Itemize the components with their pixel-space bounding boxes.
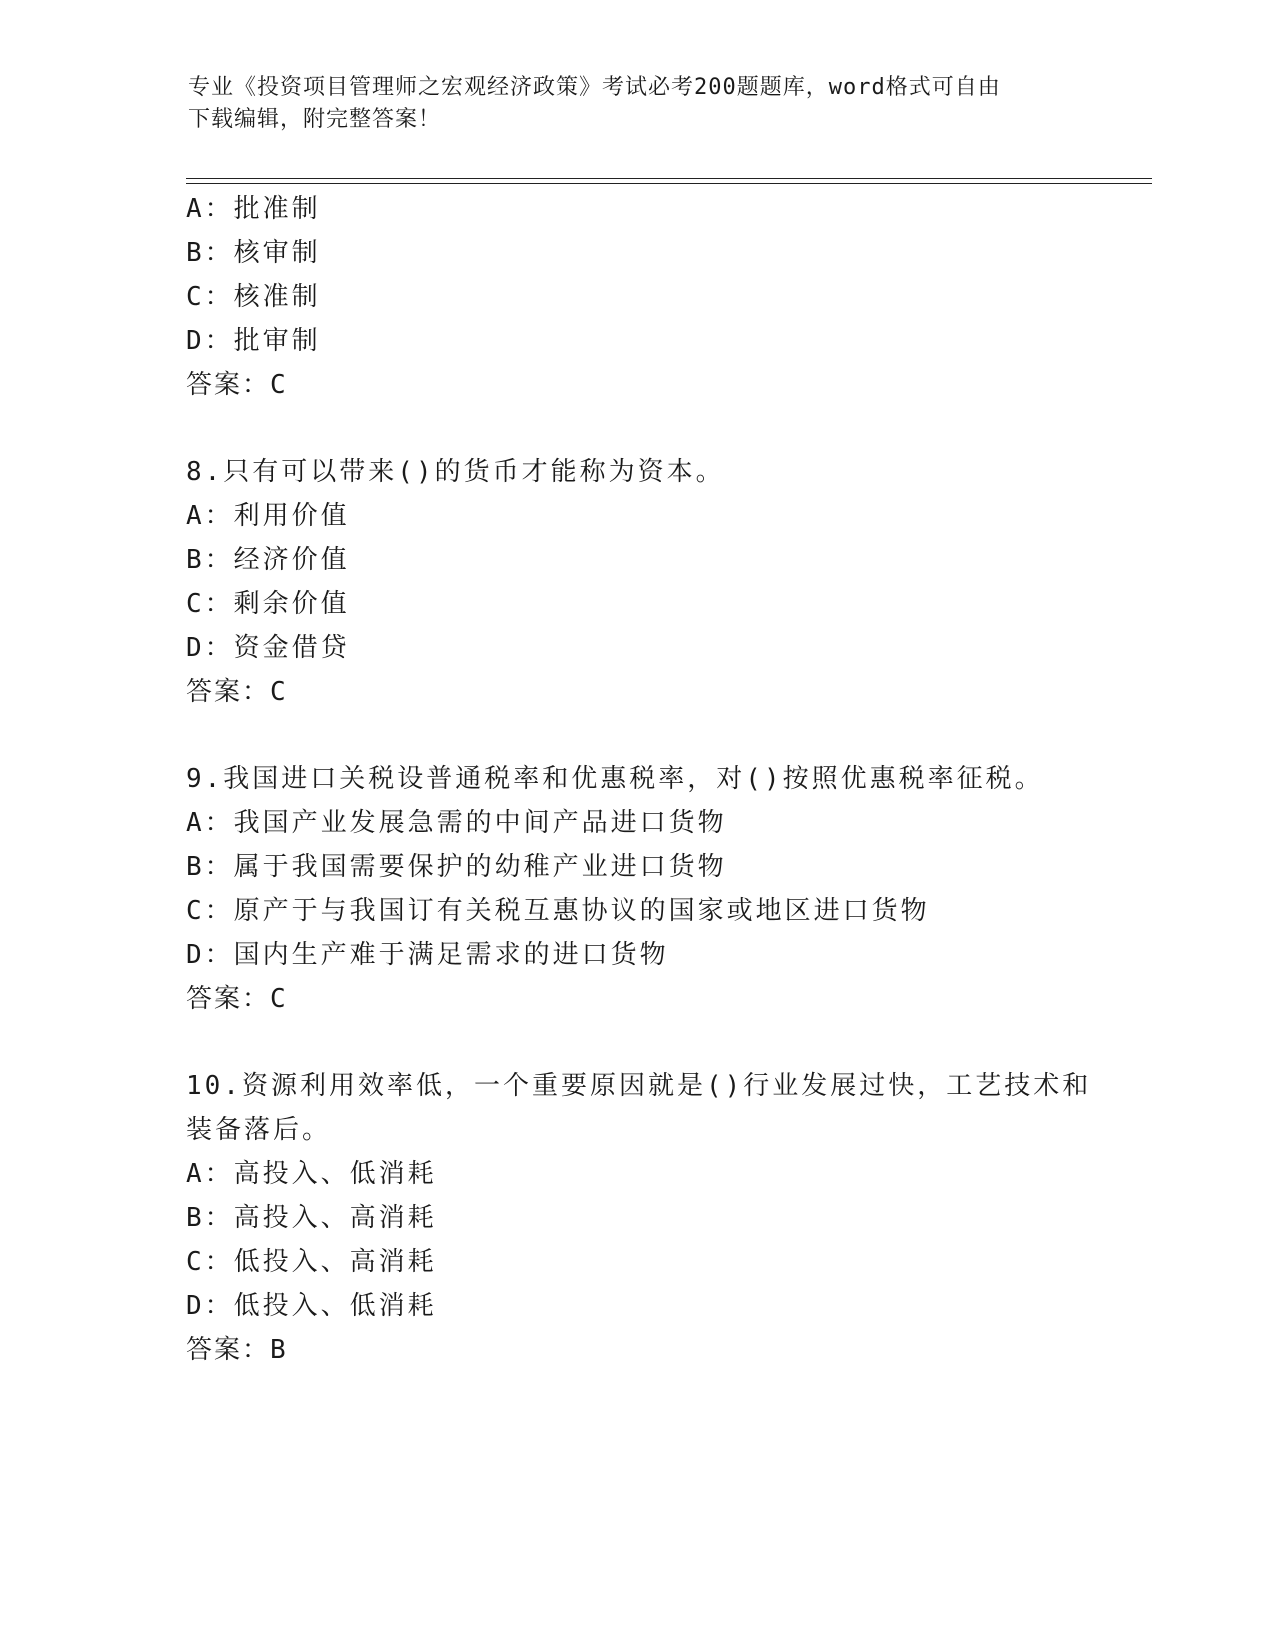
q7-option-c: C：核准制 xyxy=(186,282,321,312)
header-line-1: 专业《投资项目管理师之宏观经济政策》考试必考200题题库，word格式可自由 xyxy=(188,75,1001,100)
q10-answer xyxy=(186,1333,287,1367)
header-rule-bottom xyxy=(186,183,1152,184)
header-line-2: 下载编辑，附完整答案！ xyxy=(188,107,442,132)
q7-answer xyxy=(186,368,287,402)
q8-option-d: D：资金借贷 xyxy=(186,633,350,663)
q7-option-d: D：批审制 xyxy=(186,326,321,356)
q8-answer xyxy=(186,675,287,709)
q9-option-d: D：国内生产难于满足需求的进口货物 xyxy=(186,940,669,970)
q8-stem: 8.只有可以带来()的货币才能称为资本。 xyxy=(186,457,725,487)
q10-option-c: C：低投入、高消耗 xyxy=(186,1247,437,1277)
q10-stem-line-1: 10.资源利用效率低，一个重要原因就是()行业发展过快，工艺技术和 xyxy=(186,1071,1092,1101)
q7-option-a: A：批准制 xyxy=(186,194,321,224)
q8-option-c: C：剩余价值 xyxy=(186,589,350,619)
q8-option-a: A：利用价值 xyxy=(186,501,350,531)
q10-answer-value: B xyxy=(270,1335,287,1365)
document-header xyxy=(188,72,1088,136)
q9-stem: 9.我国进口关税设普通税率和优惠税率，对()按照优惠税率征税。 xyxy=(186,764,1044,794)
q9-option-b: B：属于我国需要保护的幼稚产业进口货物 xyxy=(186,852,727,882)
q10-option-d: D：低投入、低消耗 xyxy=(186,1291,437,1321)
q9-option-a: A：我国产业发展急需的中间产品进口货物 xyxy=(186,808,727,838)
q9-option-c: C：原产于与我国订有关税互惠协议的国家或地区进口货物 xyxy=(186,896,930,926)
q10-option-a: A：高投入、低消耗 xyxy=(186,1159,437,1189)
q10-stem-line-2: 装备落后。 xyxy=(186,1115,332,1145)
q7-option-b: B：核审制 xyxy=(186,238,321,268)
q7-answer-label: 答案： xyxy=(186,370,271,400)
q8-answer-value: C xyxy=(270,677,287,707)
q10-option-b: B：高投入、高消耗 xyxy=(186,1203,437,1233)
q9-answer xyxy=(186,982,287,1016)
q10-answer-label: 答案： xyxy=(186,1335,271,1365)
q9-answer-label: 答案： xyxy=(186,984,271,1014)
header-rule-top xyxy=(186,178,1152,179)
q8-option-b: B：经济价值 xyxy=(186,545,350,575)
q9-answer-value: C xyxy=(270,984,287,1014)
q7-answer-value: C xyxy=(270,370,287,400)
q8-answer-label: 答案： xyxy=(186,677,271,707)
